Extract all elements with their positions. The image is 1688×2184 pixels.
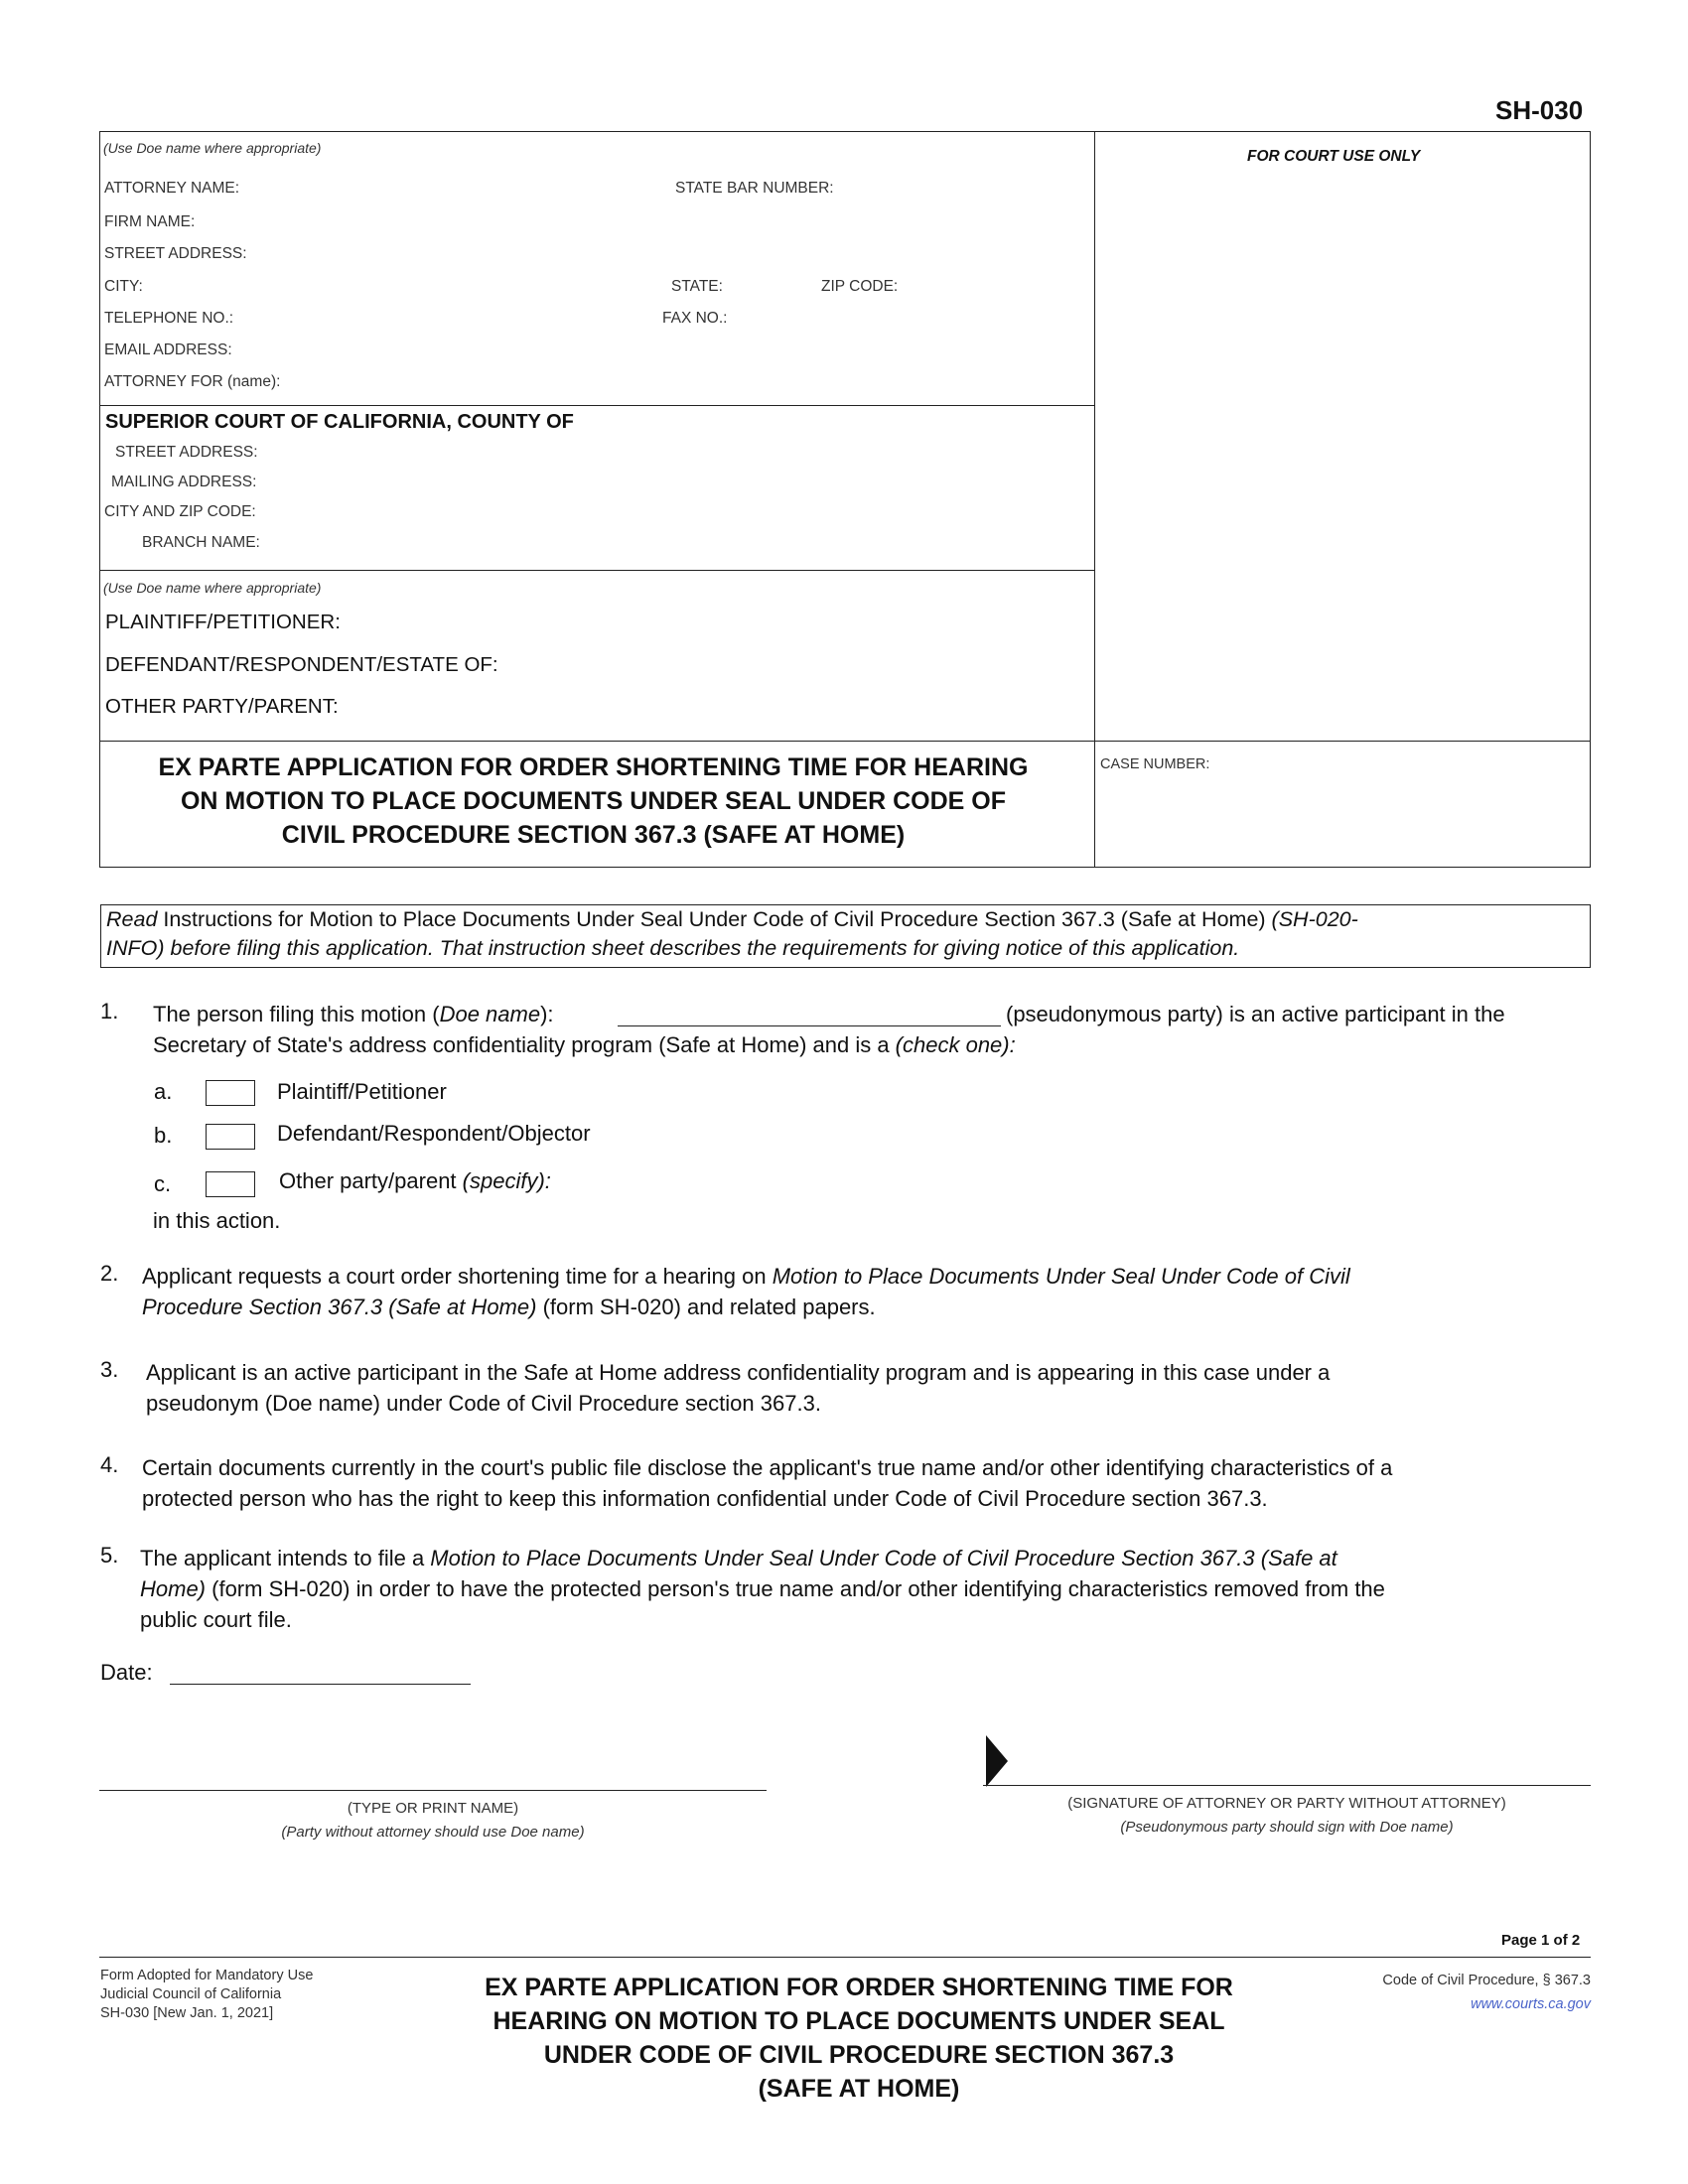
adopted-line-2: Judicial Council of California <box>100 1986 282 2002</box>
court-section-divider <box>99 570 1094 571</box>
fax-field[interactable]: FAX NO.: <box>662 310 728 327</box>
notice-text <box>106 905 1586 963</box>
item-1-line-1: The person filing this motion (Doe name): <box>153 1002 554 1026</box>
item-5-number: 5. <box>100 1543 119 1568</box>
defendant-field[interactable]: DEFENDANT/RESPONDENT/ESTATE OF: <box>105 653 498 676</box>
attorney-name-field[interactable]: ATTORNEY NAME: <box>104 180 240 197</box>
notice-line-1: Read Instructions for Motion to Place Documents Under Seal Under Code of Civil Procedure Section 367.3 (Safe at Home) (SH-020- <box>106 907 1358 931</box>
option-c-label: Other party/parent (specify): <box>279 1168 551 1193</box>
signature-note: (Pseudonymous party should sign with Doe name) <box>1120 1819 1454 1836</box>
item-2-line-1: Applicant requests a court order shortening time for a hearing on Motion to Place Documents Under Seal Under Code of Civil <box>142 1264 1350 1289</box>
checkbox-other-party[interactable] <box>206 1171 255 1197</box>
code-reference: Code of Civil Procedure, § 367.3 <box>1382 1973 1591 1988</box>
court-branch-field[interactable]: BRANCH NAME: <box>142 534 260 551</box>
item-1-tail: in this action. <box>153 1208 281 1233</box>
zip-code-field[interactable]: ZIP CODE: <box>821 278 899 295</box>
item-3-line-1: Applicant is an active participant in the Safe at Home address confidentiality program and is appearing in this case under a <box>146 1360 1331 1385</box>
adopted-line-3: SH-030 [New Jan. 1, 2021] <box>100 2005 274 2021</box>
item-2-text <box>142 1261 1350 1322</box>
item-2-line-2: Procedure Section 367.3 (Safe at Home) (form SH-020) and related papers. <box>142 1295 876 1319</box>
signature-line[interactable] <box>983 1785 1591 1786</box>
date-input[interactable] <box>170 1684 471 1685</box>
form-title <box>99 751 1087 852</box>
doe-note-parties: (Use Doe name where appropriate) <box>103 580 322 596</box>
courts-website-link[interactable]: www.courts.ca.gov <box>1471 1996 1591 2012</box>
print-name-line[interactable] <box>99 1790 767 1791</box>
plaintiff-field[interactable]: PLAINTIFF/PETITIONER: <box>105 611 341 633</box>
item-5-text <box>140 1543 1385 1635</box>
signature-arrow-icon <box>986 1735 1008 1787</box>
state-field[interactable]: STATE: <box>671 278 723 295</box>
form-adopted-info <box>100 1967 313 2023</box>
item-4-text <box>142 1452 1392 1514</box>
item-5-line-2: Home) (form SH-020) in order to have the protected person's true name and/or other identifying characteristics removed from the <box>140 1576 1385 1601</box>
item-1-line-1-tail: (pseudonymous party) is an active participant in the <box>1006 1002 1505 1026</box>
form-title-line-1: EX PARTE APPLICATION FOR ORDER SHORTENING TIME FOR HEARING <box>158 753 1029 781</box>
attorney-section-divider <box>99 405 1094 406</box>
court-heading: SUPERIOR COURT OF CALIFORNIA, COUNTY OF <box>105 411 574 433</box>
item-4-line-2: protected person who has the right to keep this information confidential under Code of Civil Procedure section 367.3. <box>142 1486 1268 1511</box>
footer-title-line-1: EX PARTE APPLICATION FOR ORDER SHORTENING TIME FOR <box>485 1974 1233 2001</box>
footer-title-line-3: UNDER CODE OF CIVIL PROCEDURE SECTION 367.3 <box>543 2041 1175 2069</box>
item-3-number: 3. <box>100 1357 119 1382</box>
form-title-line-3: CIVIL PROCEDURE SECTION 367.3 (SAFE AT HOME) <box>281 821 906 849</box>
doe-name-input[interactable] <box>618 1025 1001 1026</box>
footer-title-line-4: (SAFE AT HOME) <box>758 2075 960 2103</box>
option-b-label: Defendant/Respondent/Objector <box>277 1121 591 1146</box>
type-name-label: (TYPE OR PRINT NAME) <box>347 1800 519 1817</box>
option-a-letter: a. <box>154 1079 173 1104</box>
telephone-field[interactable]: TELEPHONE NO.: <box>104 310 234 327</box>
option-b-letter: b. <box>154 1123 173 1148</box>
city-field[interactable]: CITY: <box>104 278 143 295</box>
item-4-line-1: Certain documents currently in the court's public file disclose the applicant's true name and/or other identifying characteristics of a <box>142 1455 1393 1480</box>
checkbox-plaintiff[interactable] <box>206 1080 255 1106</box>
date-label: Date: <box>100 1660 153 1685</box>
doe-note-top: (Use Doe name where appropriate) <box>103 140 322 156</box>
checkbox-defendant[interactable] <box>206 1124 255 1150</box>
footer-title-line-2: HEARING ON MOTION TO PLACE DOCUMENTS UNDER SEAL <box>492 2007 1225 2035</box>
attorney-for-field[interactable]: ATTORNEY FOR (name): <box>104 373 281 390</box>
signature-label: (SIGNATURE OF ATTORNEY OR PARTY WITHOUT ATTORNEY) <box>1067 1795 1506 1812</box>
title-section-divider <box>99 741 1591 742</box>
option-c-letter: c. <box>154 1171 172 1196</box>
firm-name-field[interactable]: FIRM NAME: <box>104 213 196 230</box>
item-5-line-1: The applicant intends to file a Motion to Place Documents Under Seal Under Code of Civil Procedure Section 367.3 (Safe at <box>140 1546 1337 1570</box>
court-street-field[interactable]: STREET ADDRESS: <box>115 444 258 461</box>
court-city-zip-field[interactable]: CITY AND ZIP CODE: <box>104 503 256 520</box>
case-number-field[interactable]: CASE NUMBER: <box>1100 756 1210 772</box>
form-number: SH-030 <box>1495 95 1584 125</box>
court-use-label: FOR COURT USE ONLY <box>1247 148 1421 165</box>
item-1-line-2: Secretary of State's address confidentiality program (Safe at Home) and is a (check one): <box>153 1032 1016 1057</box>
court-use-divider <box>1094 131 1095 868</box>
adopted-line-1: Form Adopted for Mandatory Use <box>100 1968 314 1983</box>
footer-rule <box>99 1957 1591 1958</box>
street-address-field[interactable]: STREET ADDRESS: <box>104 245 247 262</box>
other-party-field[interactable]: OTHER PARTY/PARENT: <box>105 695 339 718</box>
state-bar-field[interactable]: STATE BAR NUMBER: <box>675 180 834 197</box>
item-5-line-3: public court file. <box>140 1607 292 1632</box>
form-title-line-2: ON MOTION TO PLACE DOCUMENTS UNDER SEAL UNDER CODE OF <box>180 787 1007 815</box>
notice-line-2: INFO) before filing this application. That instruction sheet describes the requirements for giving notice of this application. <box>106 936 1240 960</box>
option-a-label: Plaintiff/Petitioner <box>277 1079 447 1104</box>
item-2-number: 2. <box>100 1261 119 1286</box>
item-3-line-2: pseudonym (Doe name) under Code of Civil Procedure section 367.3. <box>146 1391 821 1416</box>
footer-title <box>407 1971 1311 2106</box>
email-field[interactable]: EMAIL ADDRESS: <box>104 341 232 358</box>
item-1-number: 1. <box>100 999 119 1024</box>
court-mailing-field[interactable]: MAILING ADDRESS: <box>111 474 257 490</box>
page-indicator: Page 1 of 2 <box>1501 1932 1581 1949</box>
type-name-note: (Party without attorney should use Doe name) <box>281 1824 585 1841</box>
item-3-text <box>146 1357 1330 1419</box>
item-4-number: 4. <box>100 1452 119 1477</box>
